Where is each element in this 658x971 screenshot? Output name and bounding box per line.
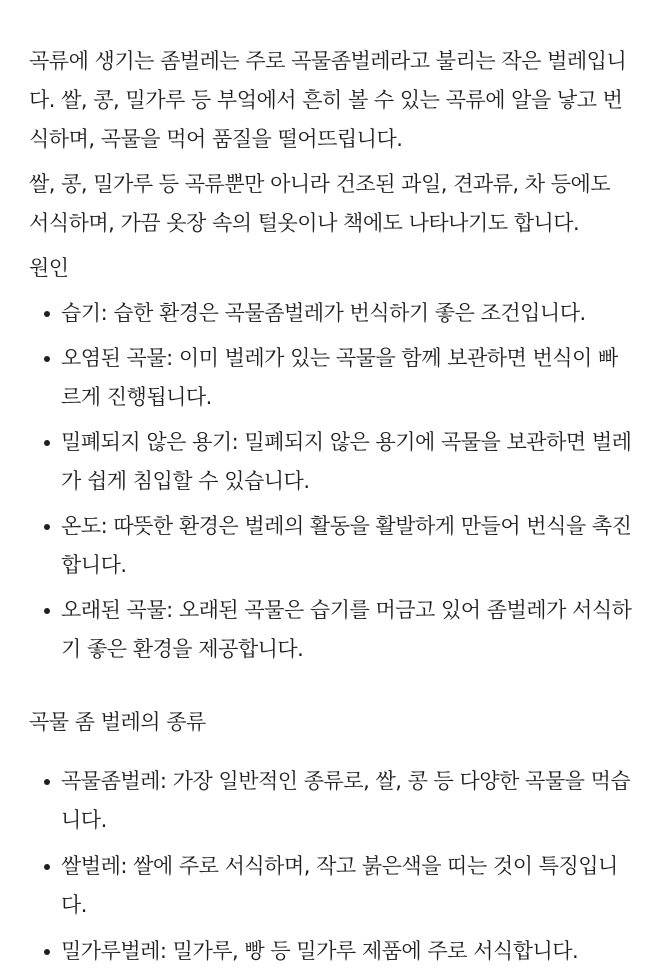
list-item: 온도: 따뜻한 환경은 벌레의 활동을 활발하게 만들어 번식을 촉진합니다.	[29, 507, 634, 585]
list-item: 습기: 습한 환경은 곡물좀벌레가 번식하기 좋은 조건입니다.	[29, 294, 634, 333]
list-item: 밀폐되지 않은 용기: 밀폐되지 않은 용기에 곡물을 보관하면 벌레가 쉽게 침입할 수 있습니다.	[29, 423, 634, 501]
list-item: 오래된 곡물: 오래된 곡물은 습기를 머금고 있어 좀벌레가 서식하기 좋은 환경을 제공합니다.	[29, 591, 634, 669]
list-item: 쌀벌레: 쌀에 주로 서식하며, 작고 붉은색을 띠는 것이 특징입니다.	[29, 847, 634, 925]
intro-paragraph-1: 곡류에 생기는 좀벌레는 주로 곡물좀벌레라고 불리는 작은 벌레입니다. 쌀, 콩, 밀가루 등 부엌에서 흔히 볼 수 있는 곡류에 알을 낳고 번식하며, 곡물을 먹어 품질을 떨어뜨립니다.	[29, 49, 627, 151]
causes-heading: 원인	[29, 256, 69, 280]
types-list	[29, 762, 634, 971]
causes-list	[29, 294, 634, 669]
intro-paragraph-2: 쌀, 콩, 밀가루 등 곡류뿐만 아니라 건조된 과일, 견과류, 차 등에도 서식하며, 가끔 옷장 속의 털옷이나 책에도 나타나기도 합니다.	[29, 172, 611, 235]
list-item: 오염된 곡물: 이미 벌레가 있는 곡물을 함께 보관하면 번식이 빠르게 진행됩니다.	[29, 339, 634, 417]
list-item: 밀가루벌레: 밀가루, 빵 등 밀가루 제품에 주로 서식합니다.	[29, 932, 634, 971]
types-heading: 곡물 좀 벌레의 종류	[29, 710, 206, 734]
list-item: 곡물좀벌레: 가장 일반적인 종류로, 쌀, 콩 등 다양한 곡물을 먹습니다.	[29, 762, 634, 840]
